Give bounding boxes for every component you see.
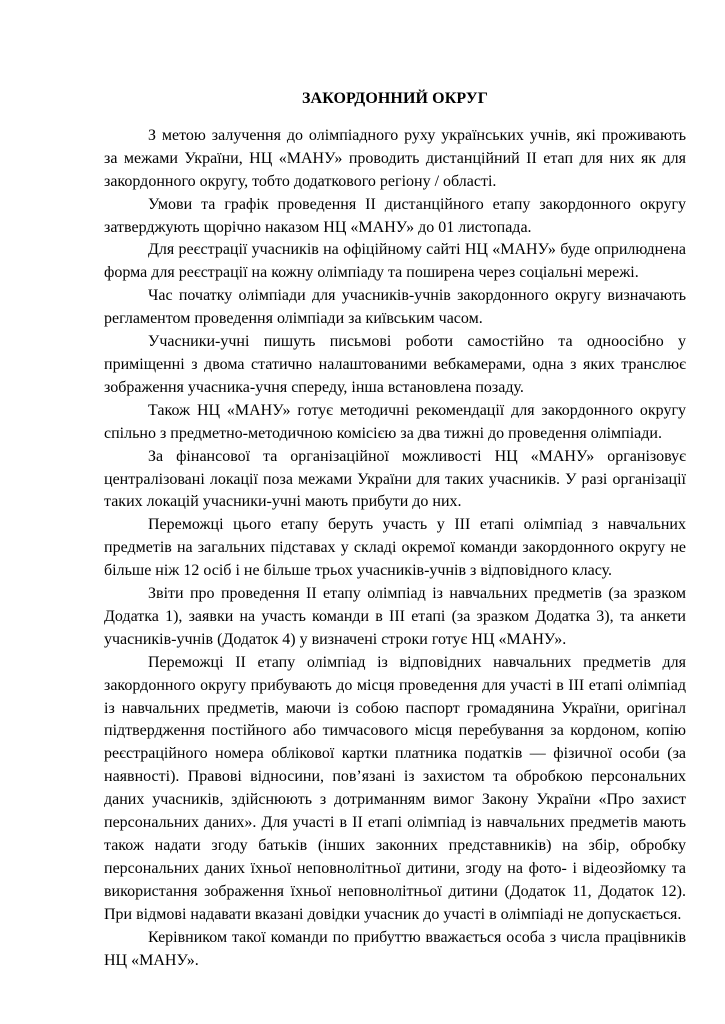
paragraph-winners: Переможці цього етапу беруть участь у ІІІ етапі олімпіад з навчальних предметів на загальних підставах у складі окремої команди закордонного округу не більше ніж 12 осіб і не більше трьох учасників-учнів з відповідного класу.: [104, 516, 686, 580]
document-body: [104, 88, 686, 972]
paragraph-methodical-recommendations: Також НЦ «МАНУ» готує методичні рекомендації для закордонного округу спільно з предметно-методичною комісією за два тижні до проведення олімпіади.: [104, 401, 686, 442]
paragraph-registration: Для реєстрації учасників на офіційному сайті НЦ «МАНУ» буде оприлюднена форма для реєстрації на кожну олімпіаду та поширена через соціальні мережі.: [104, 241, 686, 282]
document-title: ЗАКОРДОННИЙ ОКРУГ: [302, 90, 488, 107]
paragraph-documents-requirements: Переможці ІІ етапу олімпіад із відповідних навчальних предметів для закордонного округу прибувають до місця проведення для участі в ІІІ етапі олімпіад із навчальних предметів, маючи із собою паспорт громадянина України, оригінал підтвердження постійного або тимчасового місця перебування за кордоном, копію реєстраційного номера облікової картки платника податків — фізичної особи (за наявності). Правові відносини, пов’язані із захистом та обробкою персональних даних учасників, здійснюють з дотриманням вимог Закону України «Про захист персональних даних». Для участі в ІІ етапі олімпіад із навчальних предметів мають також надати згоду батьків (інших законних представників) на збір, обробку персональних даних їхньої неповнолітньої дитини, згоду на фото- і відеозйомку та використання зображення їхньої неповнолітньої дитини (Додаток 11, Додаток 12). При відмові надавати вказані довідки учасник до участі в олімпіаді не допускається.: [104, 653, 686, 923]
paragraph-reports: Звіти про проведення ІІ етапу олімпіад із навчальних предметів (за зразком Додатка 1), заявки на участь команди в ІІІ етапі (за зразком Додатка 3), та анкети учасників-учнів (Додаток 4) у визначені строки готує НЦ «МАНУ».: [104, 585, 686, 648]
paragraph-schedule: Умови та графік проведення ІІ дистанційного етапу закордонного округу затверджують щорічно наказом НЦ «МАНУ» до 01 листопада.: [104, 195, 686, 236]
paragraph-start-time: Час початку олімпіади для учасників-учнів закордонного округу визначають регламентом проведення олімпіади за київським часом.: [104, 287, 686, 328]
paragraph-webcams: Учасники-учні пишуть письмові роботи самостійно та одноосібно у приміщенні з двома статично налаштованими вебкамерами, одна з яких транслює зображення учасника-учня спереду, інша встановлена позаду.: [104, 333, 686, 396]
paragraph-team-leader: Керівником такої команди по прибуттю вважається особа з числа працівників НЦ «МАНУ».: [104, 928, 686, 969]
paragraph-locations: За фінансової та організаційної можливості НЦ «МАНУ» організовує централізовані локації поза межами України для таких учасників. У разі організації таких локацій учасники-учні мають прибути до них.: [104, 447, 686, 511]
paragraph-purpose: З метою залучення до олімпіадного руху українських учнів, які проживають за межами України, НЦ «МАНУ» проводить дистанційний ІІ етап для них як для закордонного округу, тобто додаткового регіону / області.: [104, 126, 686, 190]
